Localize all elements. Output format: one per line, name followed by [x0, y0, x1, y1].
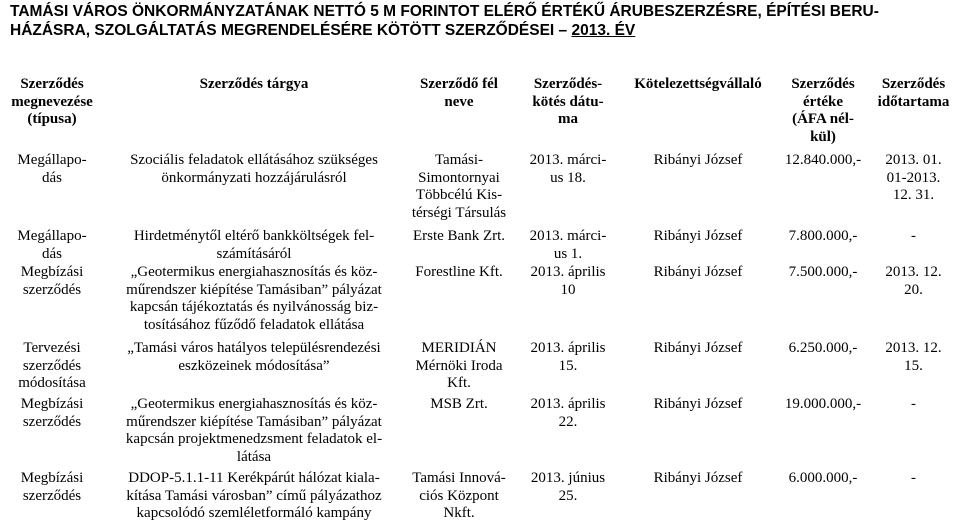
row-4-date: 2013. április 15. [530, 340, 606, 374]
row-4-party: MERIDIÁN Mérnöki Iroda Kft. [415, 340, 503, 391]
row-3-type: Megbízási szerződés [20, 264, 84, 298]
row-4-type: Tervezési szerződés módosítása [18, 340, 86, 391]
row-2-duration: - [911, 228, 916, 244]
row-1-duration: 2013. 01. 01-2013. 12. 31. [885, 152, 942, 203]
row-5-subject: „Geotermikus energiahasznosítás és köz- műrendszer kiépítése Tamásiban” pályázat kapcsán projektmenedzsment feladatok el- látása [125, 396, 383, 465]
row-6-duration: - [911, 470, 916, 486]
row-2-party: Erste Bank Zrt. [412, 228, 506, 244]
row-3-party: Forestline Kft. [415, 264, 503, 280]
row-5-party: MSB Zrt. [430, 396, 488, 412]
row-4-duration: 2013. 12. 15. [885, 340, 942, 374]
row-1-obligor: Ribányi József [653, 152, 743, 168]
row-2-obligor: Ribányi József [653, 228, 743, 244]
row-1-date: 2013. márci- us 18. [529, 152, 607, 186]
row-2-subject: Hirdetménytől eltérő bankköltségek fel- számításáról [133, 228, 375, 262]
row-4-value: 6.250.000,- [788, 340, 858, 356]
header-party: Szerződő fél neve [420, 76, 498, 110]
title-line-1: TAMÁSI VÁROS ÖNKORMÁNYZATÁNAK NETTÓ 5 M FORINTOT ELÉRŐ ÉRTÉKŰ ÁRUBESZERZÉSRE, ÉPÍTÉSI BERU- [10, 3, 879, 20]
header-type: Szerződés megnevezése (típusa) [11, 76, 93, 127]
row-6-date: 2013. június 25. [530, 470, 606, 504]
row-2-type: Megállapo- dás [17, 228, 87, 262]
row-2-value: 7.800.000,- [788, 228, 858, 244]
title-line-2-text: HÁZÁSRA, SZOLGÁLTATÁS MEGRENDELÉSÉRE KÖTÖTT SZERZŐDÉSEI – [10, 22, 568, 39]
row-4-obligor: Ribányi József [653, 340, 743, 356]
row-3-value: 7.500.000,- [788, 264, 858, 280]
row-6-party: Tamási Innová- ciós Központ Nkft. [412, 470, 506, 521]
row-5-obligor: Ribányi József [653, 396, 743, 412]
row-1-type: Megállapo- dás [17, 152, 87, 186]
row-3-date: 2013. április 10 [530, 264, 606, 298]
header-duration: Szerződés időtartama [877, 76, 950, 110]
row-3-subject: „Geotermikus energiahasznosítás és köz- műrendszer kiépítése Tamásiban” pályázat kapcsán tájékoztatás és nyilvánosság biz- tosításához fűződő feladatok ellátása [126, 264, 382, 333]
header-date: Szerződés- kötés dátu- ma [532, 76, 604, 127]
row-1-subject: Szociális feladatok ellátásához szükséges önkormányzati hozzájárulásról [130, 152, 378, 186]
row-5-type: Megbízási szerződés [20, 396, 84, 430]
title-line-2 [10, 21, 950, 40]
row-5-date: 2013. április 22. [530, 396, 606, 430]
row-1-party: Tamási- Simontornyai Többcélú Kis- térségi Társulás [411, 152, 507, 221]
row-5-duration: - [911, 396, 916, 412]
row-3-obligor: Ribányi József [653, 264, 743, 280]
row-6-type: Megbízási szerződés [20, 470, 84, 504]
row-6-value: 6.000.000,- [788, 470, 858, 486]
row-1-value: 12.840.000,- [784, 152, 862, 168]
header-obligor: Kötelezettségvállaló [634, 76, 762, 92]
row-3-duration: 2013. 12. 20. [885, 264, 942, 298]
row-2-date: 2013. márci- us 1. [529, 228, 607, 262]
row-5-value: 19.000.000,- [784, 396, 862, 412]
row-4-subject: „Tamási város hatályos településrendezési eszközeinek módosítása” [127, 340, 381, 374]
header-subject: Szerződés tárgya [199, 76, 309, 92]
row-6-subject: DDOP-5.1.1-11 Kerékpárút hálózat kiala- kítása Tamási városban” című pályázathoz kapcsolódó szemléletformáló kampány [126, 470, 382, 521]
title-year: 2013. ÉV [571, 22, 636, 39]
row-6-obligor: Ribányi József [653, 470, 743, 486]
document-title [10, 2, 950, 40]
header-value: Szerződés értéke (ÁFA nél- kül) [791, 76, 855, 145]
